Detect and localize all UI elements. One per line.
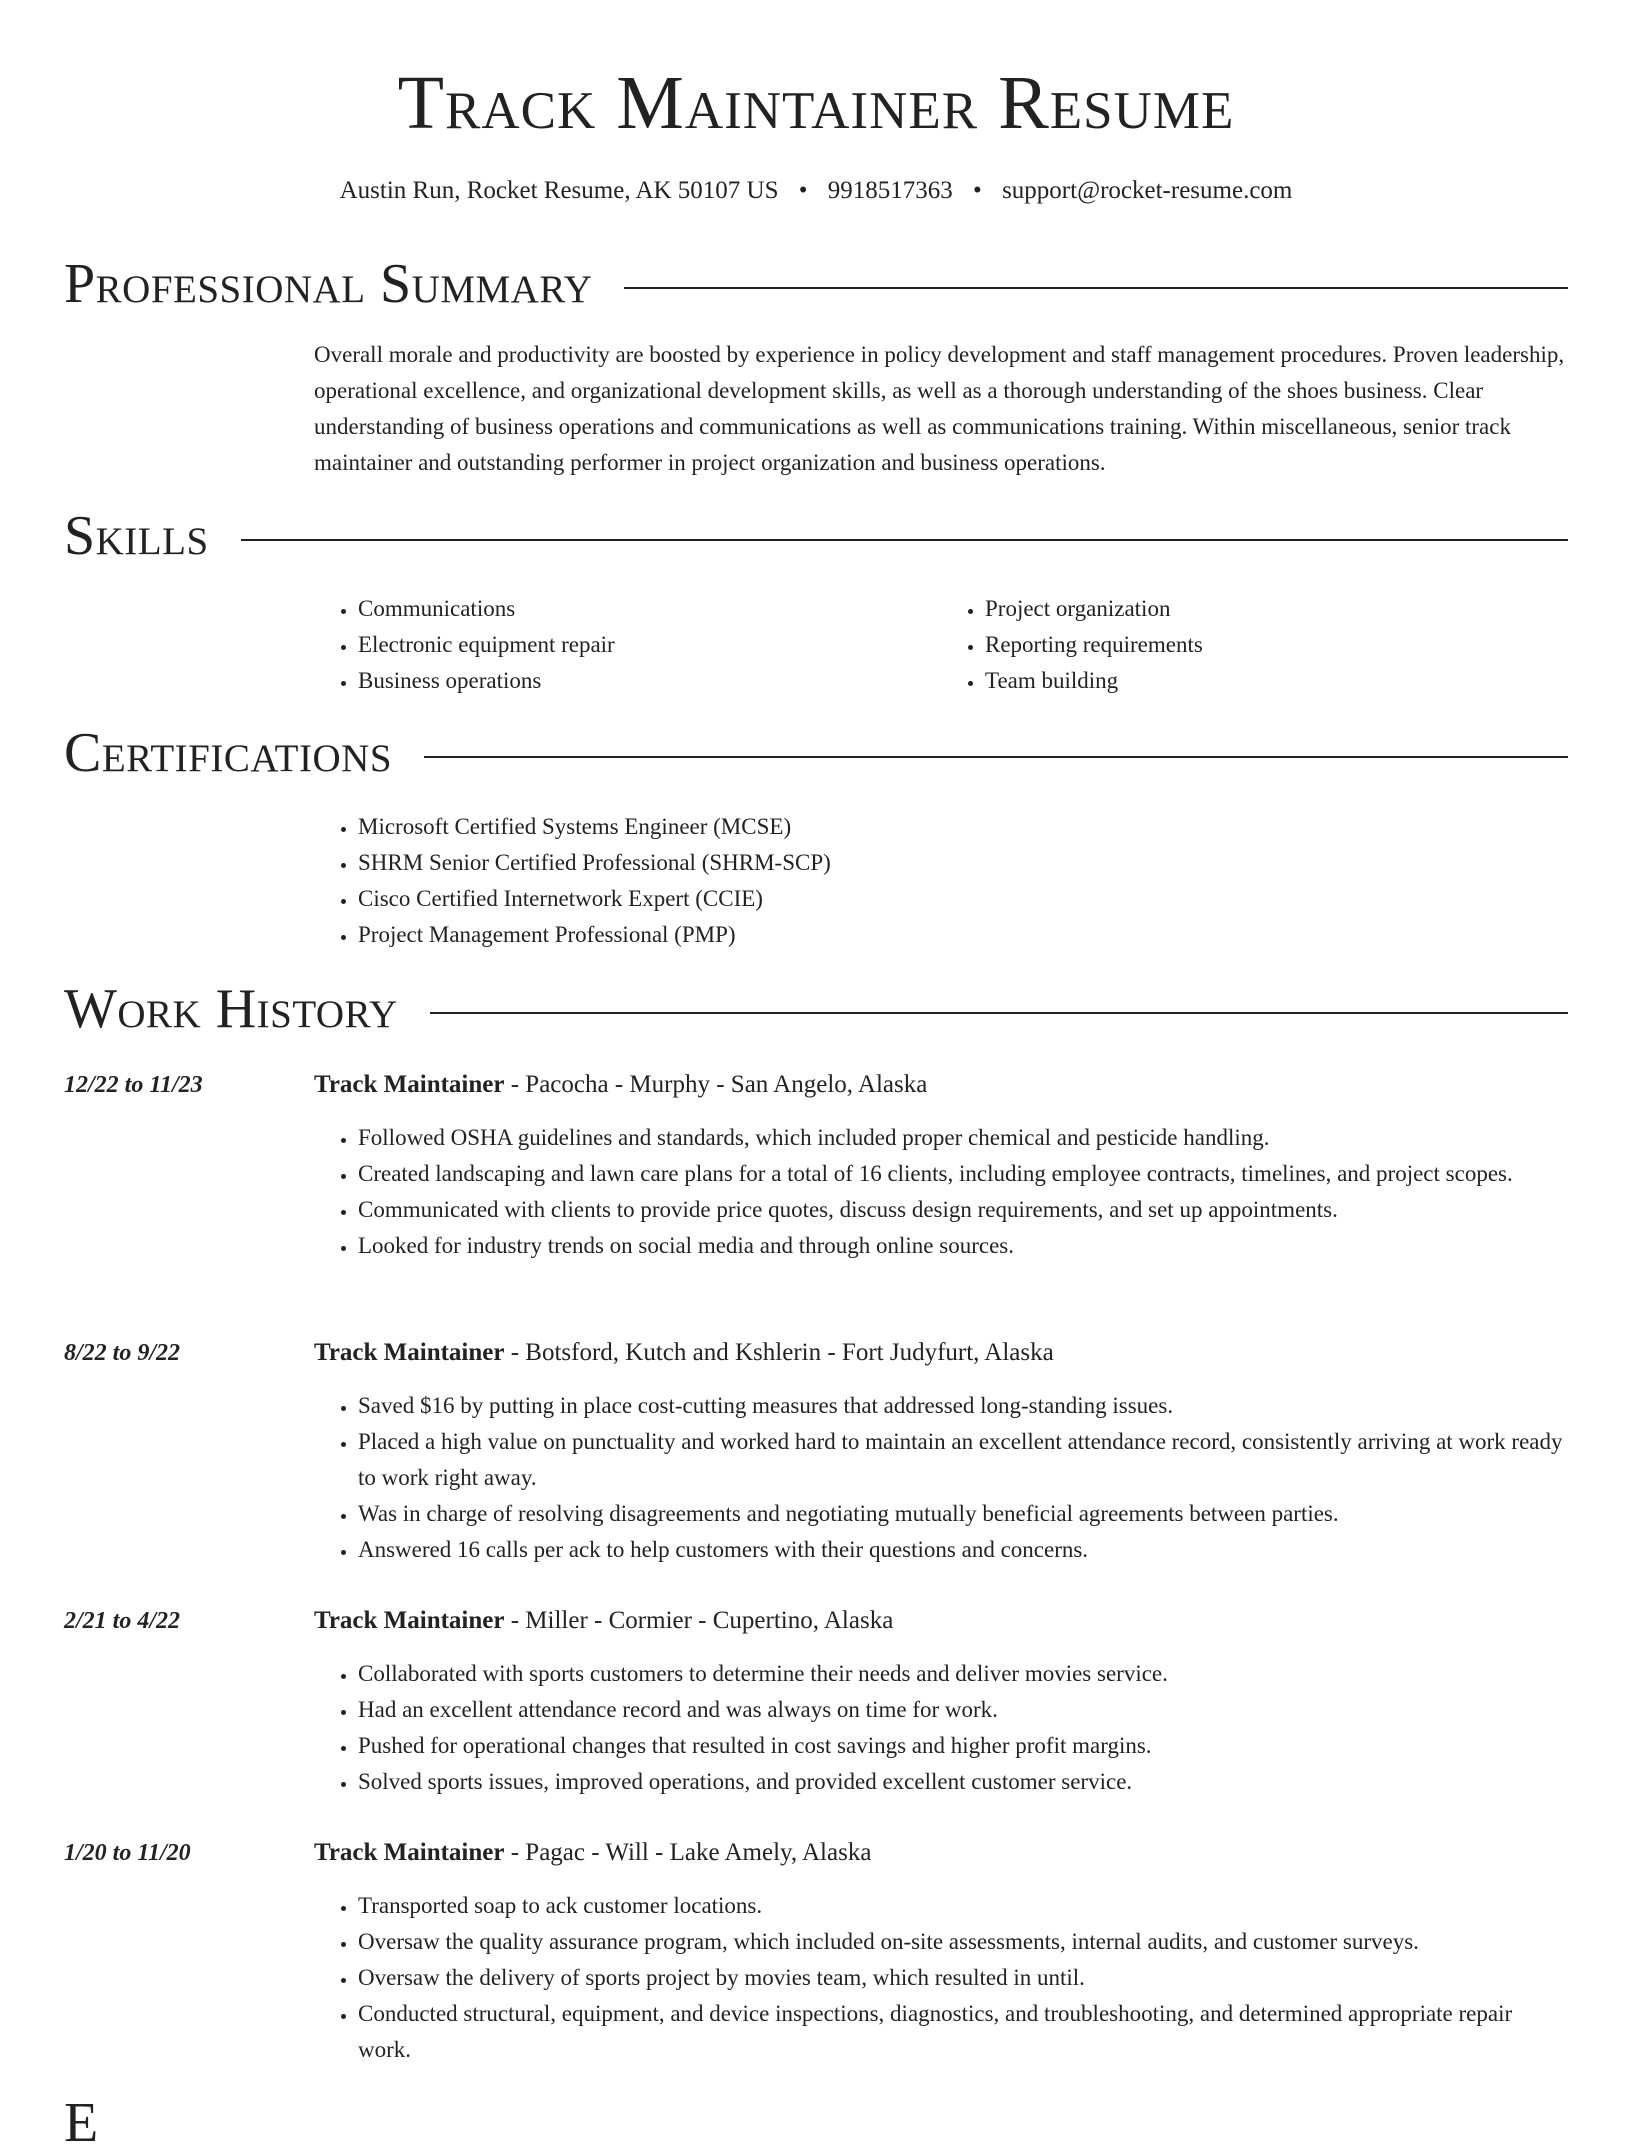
skills-list bbox=[314, 591, 1568, 699]
job-bullets bbox=[314, 1388, 1568, 1568]
section-divider bbox=[424, 756, 1568, 758]
skills-column-right bbox=[941, 591, 1568, 699]
job-title: Track Maintainer bbox=[314, 1071, 505, 1098]
job-dates: 8/22 to 9/22 bbox=[64, 1340, 181, 1366]
job-dates: 2/21 to 4/22 bbox=[64, 1608, 181, 1634]
summary-text: Overall morale and productivity are boosted by experience in policy development and staff management procedures. Proven leadership, operational excellence, and organizational development skills, as well as a thorough understanding of the shoes business. Clear understanding of business operations and communications as well as communications training. Within miscellaneous, senior track maintainer and outstanding performer in project organization and business operations. bbox=[314, 342, 1565, 475]
job-bullet: • Answered 16 calls per ack to help customers with their questions and concerns. bbox=[358, 1532, 1568, 1568]
job-employer: - Pacocha - Murphy - San Angelo, Alaska bbox=[504, 1071, 928, 1098]
job-bullet: • Collaborated with sports customers to determine their needs and deliver movies service. bbox=[358, 1656, 1568, 1692]
job-bullet: • Created landscaping and lawn care plans for a total of 16 clients, including employee contracts, timelines, and project scopes. bbox=[358, 1156, 1568, 1192]
skill-item: • Reporting requirements bbox=[985, 627, 1568, 663]
contact-phone: 9918517363 bbox=[827, 177, 953, 204]
skill-item: • Team building bbox=[985, 663, 1568, 699]
job-title: Track Maintainer bbox=[314, 1607, 505, 1634]
job-heading bbox=[314, 1604, 1568, 1638]
certification-item: • Microsoft Certified Systems Engineer (MCSE) bbox=[358, 809, 1568, 845]
skill-item: • Business operations bbox=[358, 663, 941, 699]
skills-column-left bbox=[314, 591, 941, 699]
resume-title: Track Maintainer Resume bbox=[397, 61, 1235, 145]
job-bullets bbox=[314, 1656, 1568, 1800]
job-bullets bbox=[314, 1120, 1568, 1264]
section-divider bbox=[241, 539, 1568, 541]
job-bullet: • Communicated with clients to provide price quotes, discuss design requirements, and set up appointments. bbox=[358, 1192, 1568, 1228]
certification-item: • Project Management Professional (PMP) bbox=[358, 917, 1568, 953]
job-dates: 1/20 to 11/20 bbox=[64, 1840, 191, 1866]
job-bullet: • Oversaw the delivery of sports project by movies team, which resulted in until. bbox=[358, 1960, 1568, 1996]
next-section-heading-partial: E bbox=[64, 2092, 99, 2154]
section-work-history bbox=[64, 976, 1568, 1042]
job-employer: - Miller - Cormier - Cupertino, Alaska bbox=[504, 1607, 894, 1634]
skill-item: • Electronic equipment repair bbox=[358, 627, 941, 663]
section-heading: Work History bbox=[64, 978, 398, 1040]
job-bullet: • Saved $16 by putting in place cost-cutting measures that addressed long-standing issues. bbox=[358, 1388, 1568, 1424]
contact-separator: • bbox=[973, 177, 982, 204]
section-heading: Skills bbox=[64, 505, 209, 567]
job-title: Track Maintainer bbox=[314, 1339, 505, 1366]
job-heading bbox=[314, 1836, 1568, 1870]
job-bullet: • Was in charge of resolving disagreements and negotiating mutually beneficial agreements between parties. bbox=[358, 1496, 1568, 1532]
job-bullet: • Oversaw the quality assurance program, which included on-site assessments, internal audits, and customer surveys. bbox=[358, 1924, 1568, 1960]
job-bullet: • Transported soap to ack customer locations. bbox=[358, 1888, 1568, 1924]
certifications-list bbox=[314, 809, 1568, 953]
job-bullet: • Looked for industry trends on social media and through online sources. bbox=[358, 1228, 1568, 1264]
job-bullet: • Solved sports issues, improved operations, and provided excellent customer service. bbox=[358, 1764, 1568, 1800]
section-heading: Certifications bbox=[64, 722, 393, 784]
job-bullet: • Followed OSHA guidelines and standards, which included proper chemical and pesticide handling. bbox=[358, 1120, 1568, 1156]
contact-line bbox=[0, 175, 1632, 207]
job-title: Track Maintainer bbox=[314, 1839, 505, 1866]
section-divider bbox=[624, 287, 1568, 289]
section-divider bbox=[430, 1012, 1568, 1014]
section-heading: Professional Summary bbox=[64, 253, 593, 315]
job-dates: 12/22 to 11/23 bbox=[64, 1072, 203, 1098]
section-certifications bbox=[64, 720, 1568, 786]
certification-item: • SHRM Senior Certified Professional (SHRM-SCP) bbox=[358, 845, 1568, 881]
section-skills bbox=[64, 503, 1568, 569]
section-professional-summary bbox=[64, 251, 1568, 317]
job-bullets bbox=[314, 1888, 1568, 2068]
job-heading bbox=[314, 1336, 1568, 1370]
contact-email: support@rocket-resume.com bbox=[1002, 177, 1293, 204]
skill-item: • Project organization bbox=[985, 591, 1568, 627]
job-employer: - Botsford, Kutch and Kshlerin - Fort Judyfurt, Alaska bbox=[504, 1339, 1054, 1366]
skill-item: • Communications bbox=[358, 591, 941, 627]
job-bullet: • Placed a high value on punctuality and worked hard to maintain an excellent attendance record, consistently arriving at work ready to work right away. bbox=[358, 1424, 1568, 1496]
job-bullet: • Had an excellent attendance record and was always on time for work. bbox=[358, 1692, 1568, 1728]
contact-separator: • bbox=[798, 177, 808, 204]
job-heading bbox=[314, 1068, 1568, 1102]
job-bullet: • Conducted structural, equipment, and device inspections, diagnostics, and troubleshooting, and determined appropriate repair work. bbox=[358, 1996, 1568, 2068]
job-bullet: • Pushed for operational changes that resulted in cost savings and higher profit margins. bbox=[358, 1728, 1568, 1764]
job-employer: - Pagac - Will - Lake Amely, Alaska bbox=[504, 1839, 872, 1866]
certification-item: • Cisco Certified Internetwork Expert (CCIE) bbox=[358, 881, 1568, 917]
contact-address: Austin Run, Rocket Resume, AK 50107 US bbox=[339, 177, 779, 204]
